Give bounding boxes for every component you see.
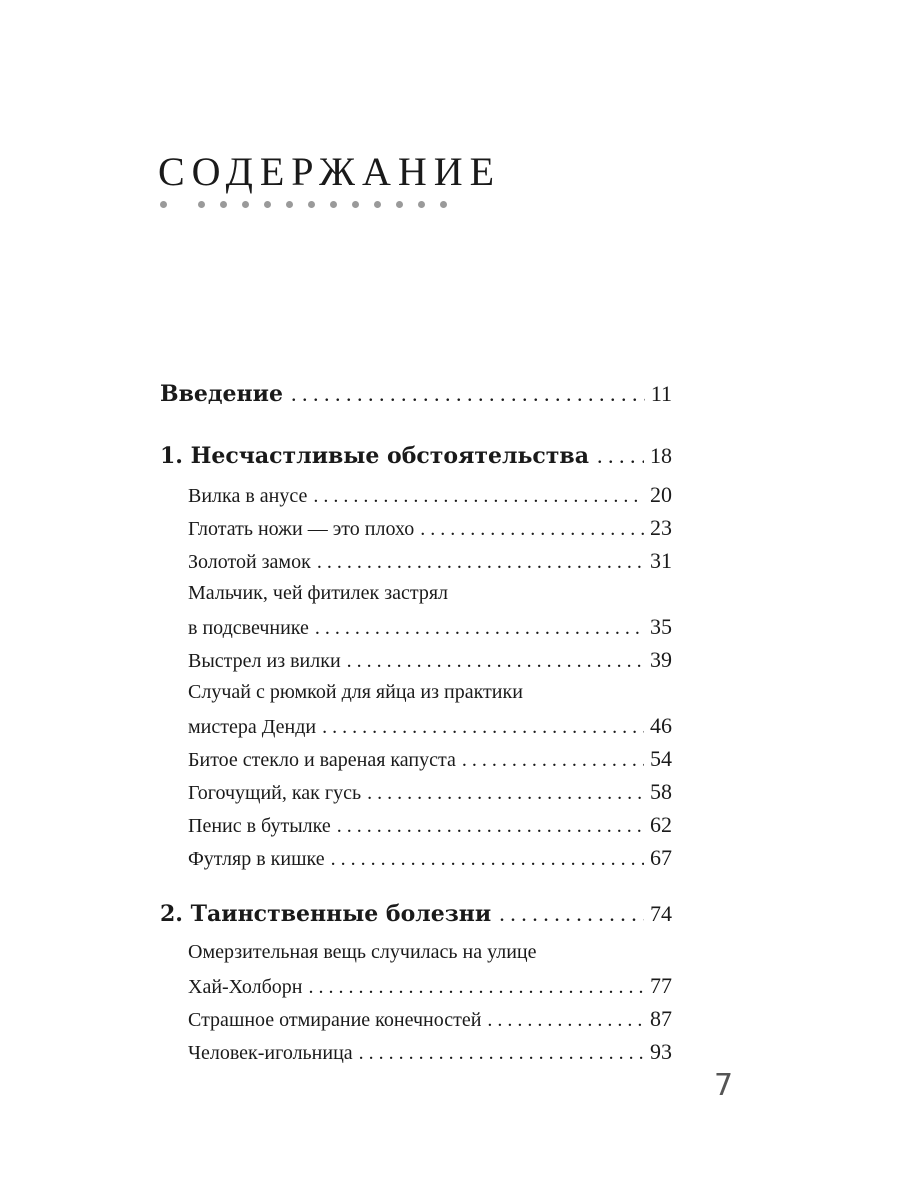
dot-ornament [308,201,315,208]
toc-entry[interactable] [160,808,672,841]
toc-entry-label: в подсвечнике [188,617,309,639]
dot-leader [313,480,644,513]
page-title: СОДЕРЖАНИЕ [158,149,502,194]
dot-leader [322,711,644,744]
toc-chapter-2[interactable] [160,892,672,936]
dot-leader [308,971,644,1004]
toc-entry-page: 23 [650,515,672,540]
toc-entry-label: Пенис в бутылке [188,815,331,837]
dot-leader [347,645,644,678]
dot-ornament [198,201,205,208]
toc-entry[interactable] [160,742,672,775]
toc-entry[interactable] [160,775,672,808]
dot-ornament [160,201,167,208]
dot-leader [317,546,644,579]
dot-ornament [286,201,293,208]
dot-ornament [374,201,381,208]
toc-entry[interactable] [160,643,672,676]
toc-entry[interactable] [160,841,672,874]
toc-entry-label: Мальчик, чей фитилек застрял [188,582,449,604]
dot-leader [367,777,644,810]
toc-entry[interactable] [160,478,672,511]
dot-ornament [440,201,447,208]
toc-entry-page: 87 [650,1006,672,1031]
toc-entry-label: Выстрел из вилки [188,650,341,672]
toc-entry-label: Футляр в кишке [188,848,325,870]
toc-entry-page: 46 [650,713,672,738]
dot-leader [315,612,644,645]
toc-entry-label: мистера Денди [188,716,317,738]
toc-entry-label: Хай-Холборн [188,976,303,998]
toc-entry-label: Омерзительная вещь случилась на улице [188,941,537,963]
toc-entry-continued[interactable] [160,676,672,709]
toc-entry-label: Вилка в анусе [188,485,308,507]
toc-entry-page: 31 [650,548,672,573]
toc-entry-label: Золотой замок [188,551,311,573]
dot-leader [499,892,644,936]
dot-ornament [352,201,359,208]
toc-entry-label: Человек-игольница [188,1042,353,1064]
table-of-contents [160,372,672,1068]
toc-entry[interactable] [160,610,672,643]
page-number: 7 [714,1068,734,1103]
toc-entry-continued[interactable] [160,577,672,610]
dot-leader [597,434,644,478]
dot-leader [331,843,644,876]
toc-entry-label: Гогочущий, как гусь [188,782,362,804]
toc-entry-page: 58 [650,779,672,804]
toc-entry[interactable] [160,544,672,577]
toc-chapter-2-label: 2. Таинственные болезни [160,901,492,927]
toc-entry-page: 54 [650,746,672,771]
toc-entry-label: Битое стекло и вареная капуста [188,749,456,771]
dot-leader [337,810,644,843]
toc-entry-page: 35 [650,614,672,639]
toc-intro[interactable] [160,372,672,416]
toc-entry[interactable] [160,969,672,1002]
toc-entry-page: 20 [650,482,672,507]
toc-entry-page: 62 [650,812,672,837]
toc-intro-label: Введение [160,381,283,407]
toc-entry-page: 39 [650,647,672,672]
toc-entry[interactable] [160,1002,672,1035]
dot-ornament [330,201,337,208]
dot-ornament [220,201,227,208]
toc-entry[interactable] [160,709,672,742]
toc-chapter-1-page: 18 [650,443,672,468]
dot-ornament [396,201,403,208]
toc-entry-label: Страшное отмирание конечностей [188,1009,482,1031]
toc-entry-label: Случай с рюмкой для яйца из практики [188,681,523,703]
dot-ornament [418,201,425,208]
dot-leader [487,1004,644,1037]
toc-chapter-1[interactable] [160,434,672,478]
toc-chapter-1-label: 1. Несчастливые обстоятельства [160,443,589,469]
title-dot-rule [160,198,450,212]
toc-entry-label: Глотать ножи — это плохо [188,518,415,540]
dot-leader [462,744,644,777]
toc-entry[interactable] [160,1035,672,1068]
dot-leader [291,372,645,416]
toc-entry-page: 67 [650,845,672,870]
toc-chapter-2-page: 74 [650,901,672,926]
toc-entry-page: 93 [650,1039,672,1064]
dot-leader [420,513,644,546]
toc-entry-page: 77 [650,973,672,998]
dot-ornament [264,201,271,208]
toc-entry[interactable] [160,511,672,544]
dot-ornament [242,201,249,208]
toc-entry-continued[interactable] [160,936,672,969]
toc-intro-page: 11 [650,381,672,406]
dot-leader [359,1037,644,1070]
